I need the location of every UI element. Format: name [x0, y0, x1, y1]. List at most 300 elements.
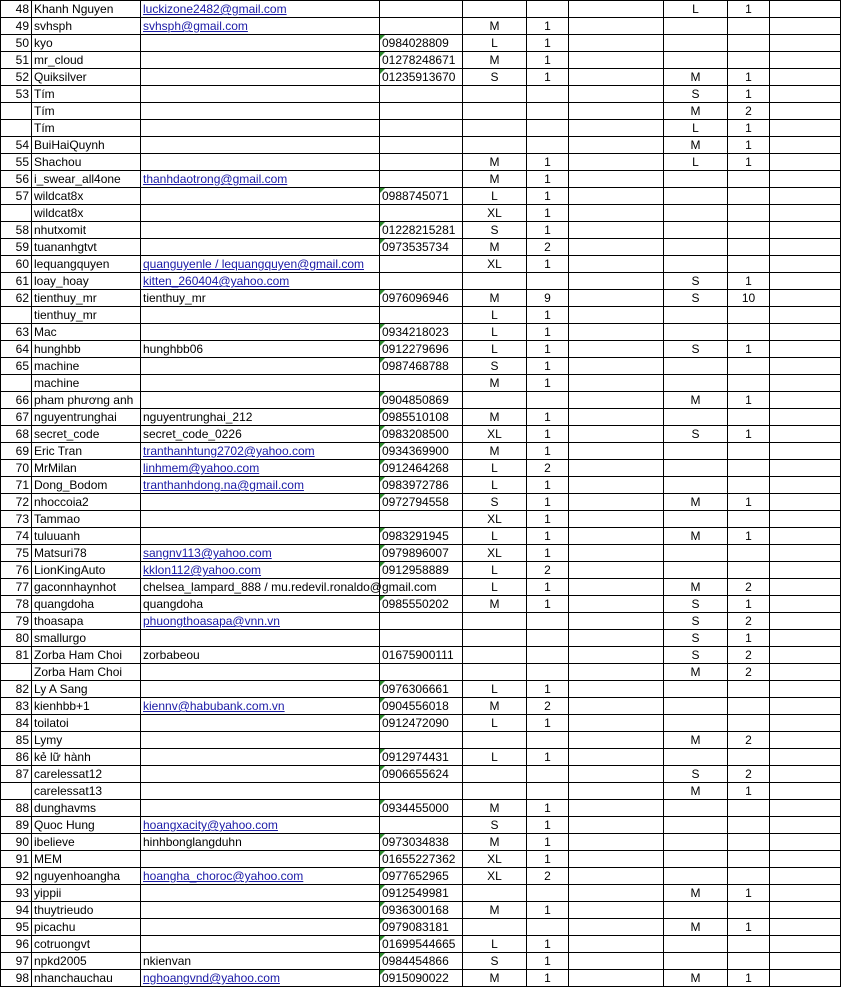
phone-cell: 0912958889 [380, 562, 463, 579]
nickname-cell: hunghbb [32, 341, 141, 358]
email-cell: zorbabeou [141, 647, 380, 664]
row-number-cell [1, 205, 32, 222]
size-cell [463, 664, 527, 681]
blank-cell [569, 579, 664, 596]
quantity2-cell [728, 256, 770, 273]
blank-cell [569, 494, 664, 511]
table-row [1, 409, 841, 426]
quantity2-cell: 1 [728, 494, 770, 511]
size-cell: XL [463, 426, 527, 443]
quantity2-cell [728, 222, 770, 239]
table-row [1, 817, 841, 834]
blank-cell [569, 868, 664, 885]
quantity-cell: 1 [527, 171, 569, 188]
email-cell[interactable]: thanhdaotrong@gmail.com [141, 171, 380, 188]
size-cell: L [463, 460, 527, 477]
blank-cell [770, 86, 841, 103]
row-number-cell: 92 [1, 868, 32, 885]
quantity2-cell [728, 698, 770, 715]
size-cell [463, 120, 527, 137]
row-number-cell: 87 [1, 766, 32, 783]
quantity2-cell [728, 902, 770, 919]
blank-cell [569, 613, 664, 630]
table-row [1, 579, 841, 596]
size-cell: M [463, 171, 527, 188]
email-cell[interactable]: nghoangvnd@yahoo.com [141, 970, 380, 987]
nickname-cell: Eric Tran [32, 443, 141, 460]
quantity-cell: 1 [527, 375, 569, 392]
quantity2-cell [728, 188, 770, 205]
quantity2-cell [728, 562, 770, 579]
size2-cell [664, 18, 728, 35]
nickname-cell: yippii [32, 885, 141, 902]
size2-cell: L [664, 154, 728, 171]
email-cell[interactable]: hoangha_choroc@yahoo.com [141, 868, 380, 885]
size-cell: L [463, 936, 527, 953]
quantity2-cell [728, 375, 770, 392]
quantity2-cell [728, 953, 770, 970]
quantity-cell: 2 [527, 562, 569, 579]
quantity-cell: 1 [527, 817, 569, 834]
phone-cell: 0979896007 [380, 545, 463, 562]
email-cell [141, 188, 380, 205]
phone-cell: 0988745071 [380, 188, 463, 205]
blank-cell [770, 188, 841, 205]
size2-cell: S [664, 426, 728, 443]
quantity2-cell [728, 460, 770, 477]
email-cell[interactable]: hoangxacity@yahoo.com [141, 817, 380, 834]
comment-indicator-icon [380, 528, 385, 533]
email-cell: tienthuy_mr [141, 290, 380, 307]
quantity-cell: 2 [527, 460, 569, 477]
blank-cell [569, 970, 664, 987]
email-cell[interactable]: phuongthoasapa@vnn.vn [141, 613, 380, 630]
comment-indicator-icon [380, 749, 385, 754]
blank-cell [569, 1, 664, 18]
size2-cell [664, 409, 728, 426]
phone-cell: 0973034838 [380, 834, 463, 851]
quantity-cell: 1 [527, 35, 569, 52]
blank-cell [569, 749, 664, 766]
blank-cell [770, 630, 841, 647]
blank-cell [569, 375, 664, 392]
size-cell: XL [463, 205, 527, 222]
size2-cell: S [664, 290, 728, 307]
email-cell [141, 120, 380, 137]
phone-cell: 0936300168 [380, 902, 463, 919]
email-cell [141, 375, 380, 392]
blank-cell [569, 664, 664, 681]
size-cell: M [463, 902, 527, 919]
quantity2-cell [728, 834, 770, 851]
size-cell: XL [463, 256, 527, 273]
phone-cell [380, 103, 463, 120]
nickname-cell: Tím [32, 103, 141, 120]
blank-cell [770, 698, 841, 715]
quantity-cell [527, 86, 569, 103]
quantity-cell: 1 [527, 834, 569, 851]
email-cell [141, 749, 380, 766]
nickname-cell: Zorba Ham Choi [32, 664, 141, 681]
quantity-cell: 1 [527, 715, 569, 732]
row-number-cell: 89 [1, 817, 32, 834]
blank-cell [569, 715, 664, 732]
nickname-cell: gaconnhaynhot [32, 579, 141, 596]
size2-cell [664, 307, 728, 324]
size-cell: XL [463, 851, 527, 868]
table-row [1, 256, 841, 273]
table-row [1, 936, 841, 953]
blank-cell [770, 596, 841, 613]
phone-cell: 01675900111 [380, 647, 463, 664]
quantity2-cell: 1 [728, 392, 770, 409]
quantity2-cell: 1 [728, 154, 770, 171]
quantity-cell [527, 885, 569, 902]
size2-cell: M [664, 579, 728, 596]
nickname-cell: wildcat8x [32, 205, 141, 222]
blank-cell [569, 324, 664, 341]
quantity2-cell [728, 800, 770, 817]
quantity2-cell [728, 749, 770, 766]
size2-cell: S [664, 613, 728, 630]
size-cell: M [463, 800, 527, 817]
blank-cell [770, 732, 841, 749]
comment-indicator-icon [380, 562, 385, 567]
email-cell [141, 681, 380, 698]
email-cell: nguyentrunghai_212 [141, 409, 380, 426]
quantity2-cell [728, 817, 770, 834]
table-row [1, 562, 841, 579]
comment-indicator-icon [380, 715, 385, 720]
blank-cell [569, 953, 664, 970]
comment-indicator-icon [380, 868, 385, 873]
quantity2-cell [728, 443, 770, 460]
nickname-cell: toilatoi [32, 715, 141, 732]
quantity2-cell: 10 [728, 290, 770, 307]
table-row [1, 392, 841, 409]
email-cell[interactable]: tranthanhdong.na@gmail.com [141, 477, 380, 494]
quantity-cell: 1 [527, 18, 569, 35]
email-cell[interactable]: luckizone2482@gmail.com [141, 1, 380, 18]
row-number-cell: 82 [1, 681, 32, 698]
blank-cell [569, 426, 664, 443]
table-row [1, 698, 841, 715]
quantity-cell: 1 [527, 409, 569, 426]
row-number-cell: 54 [1, 137, 32, 154]
blank-cell [770, 154, 841, 171]
quantity2-cell [728, 358, 770, 375]
row-number-cell: 59 [1, 239, 32, 256]
blank-cell [770, 936, 841, 953]
quantity-cell: 1 [527, 222, 569, 239]
size2-cell [664, 35, 728, 52]
quantity2-cell [728, 52, 770, 69]
nickname-cell: secret_code [32, 426, 141, 443]
size-cell: L [463, 188, 527, 205]
quantity2-cell: 2 [728, 766, 770, 783]
nickname-cell: Tím [32, 120, 141, 137]
phone-cell: 0985510108 [380, 409, 463, 426]
blank-cell [770, 800, 841, 817]
quantity2-cell: 2 [728, 647, 770, 664]
size2-cell [664, 936, 728, 953]
quantity-cell: 1 [527, 205, 569, 222]
email-cell [141, 664, 380, 681]
blank-cell [770, 528, 841, 545]
table-row [1, 239, 841, 256]
size2-cell: M [664, 528, 728, 545]
blank-cell [569, 681, 664, 698]
email-cell[interactable]: quanguyenle / lequangquyen@gmail.com [141, 256, 380, 273]
blank-cell [569, 256, 664, 273]
table-row [1, 800, 841, 817]
comment-indicator-icon [380, 443, 385, 448]
email-cell[interactable]: sangnv113@yahoo.com [141, 545, 380, 562]
table-row [1, 545, 841, 562]
nickname-cell: tuluuanh [32, 528, 141, 545]
nickname-cell: kienhbb+1 [32, 698, 141, 715]
size-cell: XL [463, 868, 527, 885]
row-number-cell [1, 783, 32, 800]
blank-cell [770, 239, 841, 256]
blank-cell [770, 715, 841, 732]
phone-cell [380, 154, 463, 171]
table-row [1, 273, 841, 290]
phone-cell: 0985550202 [380, 596, 463, 613]
blank-cell [569, 52, 664, 69]
email-cell[interactable]: kiennv@habubank.com.vn [141, 698, 380, 715]
quantity-cell: 2 [527, 868, 569, 885]
blank-cell [569, 851, 664, 868]
nickname-cell: dunghavms [32, 800, 141, 817]
nickname-cell: Mac [32, 324, 141, 341]
blank-cell [770, 613, 841, 630]
quantity-cell: 1 [527, 494, 569, 511]
comment-indicator-icon [380, 69, 385, 74]
size2-cell [664, 902, 728, 919]
nickname-cell: Lymy [32, 732, 141, 749]
phone-cell: 0912279696 [380, 341, 463, 358]
quantity-cell [527, 103, 569, 120]
comment-indicator-icon [380, 477, 385, 482]
phone-cell [380, 511, 463, 528]
quantity-cell: 2 [527, 239, 569, 256]
nickname-cell: carelessat13 [32, 783, 141, 800]
blank-cell [770, 749, 841, 766]
email-cell [141, 358, 380, 375]
quantity2-cell [728, 307, 770, 324]
size-cell: L [463, 35, 527, 52]
table-row [1, 188, 841, 205]
blank-cell [770, 460, 841, 477]
row-number-cell: 88 [1, 800, 32, 817]
row-number-cell: 67 [1, 409, 32, 426]
row-number-cell: 55 [1, 154, 32, 171]
size2-cell: M [664, 69, 728, 86]
email-cell[interactable]: kklon112@yahoo.com [141, 562, 380, 579]
size2-cell: S [664, 647, 728, 664]
size2-cell [664, 817, 728, 834]
size-cell [463, 392, 527, 409]
nickname-cell: mr_cloud [32, 52, 141, 69]
table-row [1, 120, 841, 137]
blank-cell [770, 494, 841, 511]
size-cell: M [463, 834, 527, 851]
email-cell [141, 800, 380, 817]
blank-cell [569, 698, 664, 715]
phone-cell [380, 817, 463, 834]
blank-cell [569, 834, 664, 851]
blank-cell [569, 800, 664, 817]
email-cell [141, 715, 380, 732]
phone-cell: 0976096946 [380, 290, 463, 307]
nickname-cell: pham phương anh [32, 392, 141, 409]
email-cell: quangdoha [141, 596, 380, 613]
blank-cell [770, 120, 841, 137]
size-cell: XL [463, 511, 527, 528]
phone-cell [380, 205, 463, 222]
row-number-cell: 53 [1, 86, 32, 103]
quantity-cell [527, 919, 569, 936]
phone-cell [380, 783, 463, 800]
size-cell: S [463, 222, 527, 239]
quantity-cell: 1 [527, 443, 569, 460]
quantity-cell [527, 647, 569, 664]
blank-cell [569, 239, 664, 256]
email-cell[interactable]: tranthanhtung2702@yahoo.com [141, 443, 380, 460]
email-cell [141, 103, 380, 120]
size-cell: L [463, 562, 527, 579]
blank-cell [770, 545, 841, 562]
size2-cell [664, 868, 728, 885]
blank-cell [569, 443, 664, 460]
phone-cell: 0934369900 [380, 443, 463, 460]
email-cell [141, 528, 380, 545]
size2-cell: M [664, 732, 728, 749]
phone-cell: 0976306661 [380, 681, 463, 698]
size-cell: M [463, 409, 527, 426]
blank-cell [770, 307, 841, 324]
size2-cell: S [664, 86, 728, 103]
email-cell[interactable]: svhsph@gmail.com [141, 18, 380, 35]
row-number-cell: 60 [1, 256, 32, 273]
comment-indicator-icon [380, 902, 385, 907]
size-cell: L [463, 307, 527, 324]
blank-cell [770, 783, 841, 800]
quantity-cell [527, 783, 569, 800]
size2-cell [664, 375, 728, 392]
blank-cell [770, 511, 841, 528]
blank-cell [770, 222, 841, 239]
size-cell [463, 137, 527, 154]
row-number-cell: 78 [1, 596, 32, 613]
blank-cell [770, 885, 841, 902]
row-number-cell: 48 [1, 1, 32, 18]
quantity-cell [527, 732, 569, 749]
blank-cell [770, 919, 841, 936]
nickname-cell: thoasapa [32, 613, 141, 630]
blank-cell [569, 35, 664, 52]
size2-cell [664, 52, 728, 69]
size2-cell: M [664, 919, 728, 936]
blank-cell [569, 596, 664, 613]
row-number-cell: 75 [1, 545, 32, 562]
size-cell [463, 1, 527, 18]
table-row [1, 460, 841, 477]
quantity2-cell [728, 171, 770, 188]
blank-cell [770, 324, 841, 341]
email-cell [141, 205, 380, 222]
blank-cell [770, 358, 841, 375]
comment-indicator-icon [380, 426, 385, 431]
row-number-cell: 95 [1, 919, 32, 936]
size-cell [463, 630, 527, 647]
table-row [1, 341, 841, 358]
email-cell[interactable]: linhmem@yahoo.com [141, 460, 380, 477]
email-cell[interactable]: kitten_260404@yahoo.com [141, 273, 380, 290]
table-row [1, 834, 841, 851]
comment-indicator-icon [380, 545, 385, 550]
size2-cell: L [664, 120, 728, 137]
phone-cell: 0977652965 [380, 868, 463, 885]
row-number-cell: 93 [1, 885, 32, 902]
row-number-cell [1, 664, 32, 681]
row-number-cell: 76 [1, 562, 32, 579]
size2-cell [664, 545, 728, 562]
size2-cell: S [664, 630, 728, 647]
size2-cell [664, 800, 728, 817]
table-row [1, 52, 841, 69]
row-number-cell: 56 [1, 171, 32, 188]
table-row [1, 154, 841, 171]
blank-cell [770, 256, 841, 273]
email-cell [141, 239, 380, 256]
blank-cell [569, 562, 664, 579]
size2-cell [664, 562, 728, 579]
size2-cell [664, 205, 728, 222]
blank-cell [770, 664, 841, 681]
row-number-cell: 80 [1, 630, 32, 647]
blank-cell [770, 409, 841, 426]
quantity2-cell [728, 409, 770, 426]
blank-cell [770, 579, 841, 596]
quantity-cell [527, 664, 569, 681]
size-cell: L [463, 341, 527, 358]
row-number-cell: 94 [1, 902, 32, 919]
nickname-cell: Quiksilver [32, 69, 141, 86]
size2-cell: S [664, 596, 728, 613]
comment-indicator-icon [380, 52, 385, 57]
email-cell: secret_code_0226 [141, 426, 380, 443]
quantity-cell [527, 392, 569, 409]
table-row [1, 426, 841, 443]
size2-cell: S [664, 273, 728, 290]
blank-cell [569, 18, 664, 35]
row-number-cell: 79 [1, 613, 32, 630]
size2-cell [664, 443, 728, 460]
blank-cell [569, 120, 664, 137]
size-cell: L [463, 579, 527, 596]
size-cell: M [463, 239, 527, 256]
size-cell: S [463, 953, 527, 970]
row-number-cell: 68 [1, 426, 32, 443]
table-row [1, 664, 841, 681]
blank-cell [770, 562, 841, 579]
email-cell: nkienvan [141, 953, 380, 970]
size-cell [463, 919, 527, 936]
table-row [1, 69, 841, 86]
blank-cell [770, 69, 841, 86]
